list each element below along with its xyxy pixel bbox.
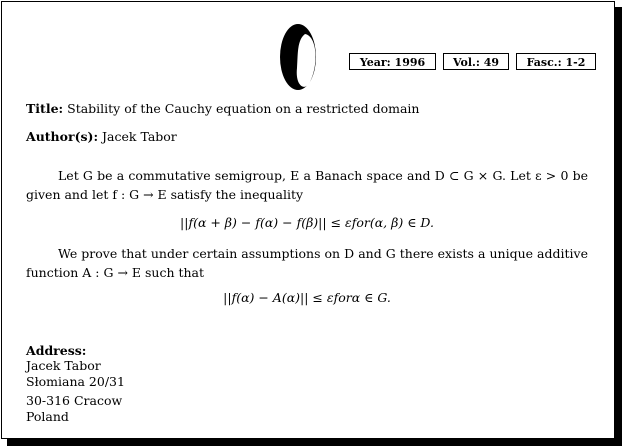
title-label: Title:	[26, 101, 64, 116]
frame-shadow-bottom	[7, 439, 622, 446]
title-line	[26, 101, 419, 116]
address-line-3: 30-316 Cracow	[26, 393, 123, 408]
fascicle-badge: Fasc.: 1-2	[516, 53, 596, 70]
equation-2: ||f(α) − A(α)|| ≤ εforα ∈ G.	[223, 290, 391, 305]
volume-badge: Vol.: 49	[443, 53, 509, 70]
authors-label: Author(s):	[26, 129, 99, 144]
abstract-paragraph-2	[26, 244, 588, 282]
year-badge: Year: 1996	[349, 53, 436, 70]
abstract-text-1: Let G be a commutative semigroup, E a Banach space and D ⊂ G × G. Let ε > 0 be given and let f : G → E satisfy the inequality	[26, 168, 588, 202]
frame-shadow-right	[615, 7, 622, 446]
journal-logo-icon	[279, 22, 319, 92]
equation-1: ||f(α + β) − f(α) − f(β)|| ≤ εfor(α, β) ∈ D.	[180, 215, 434, 230]
address-line-2: Słomiana 20/31	[26, 374, 125, 389]
abstract-text-2: We prove that under certain assumptions on D and G there exists a unique additive function A : G → E such that	[26, 246, 588, 280]
address-line-1: Jacek Tabor	[26, 358, 101, 373]
address-label: Address:	[26, 343, 87, 358]
authors-line	[26, 129, 177, 144]
abstract-paragraph-1	[26, 166, 588, 204]
article-title: Stability of the Cauchy equation on a restricted domain	[67, 101, 420, 116]
article-authors: Jacek Tabor	[102, 129, 177, 144]
address-line-4: Poland	[26, 409, 69, 424]
